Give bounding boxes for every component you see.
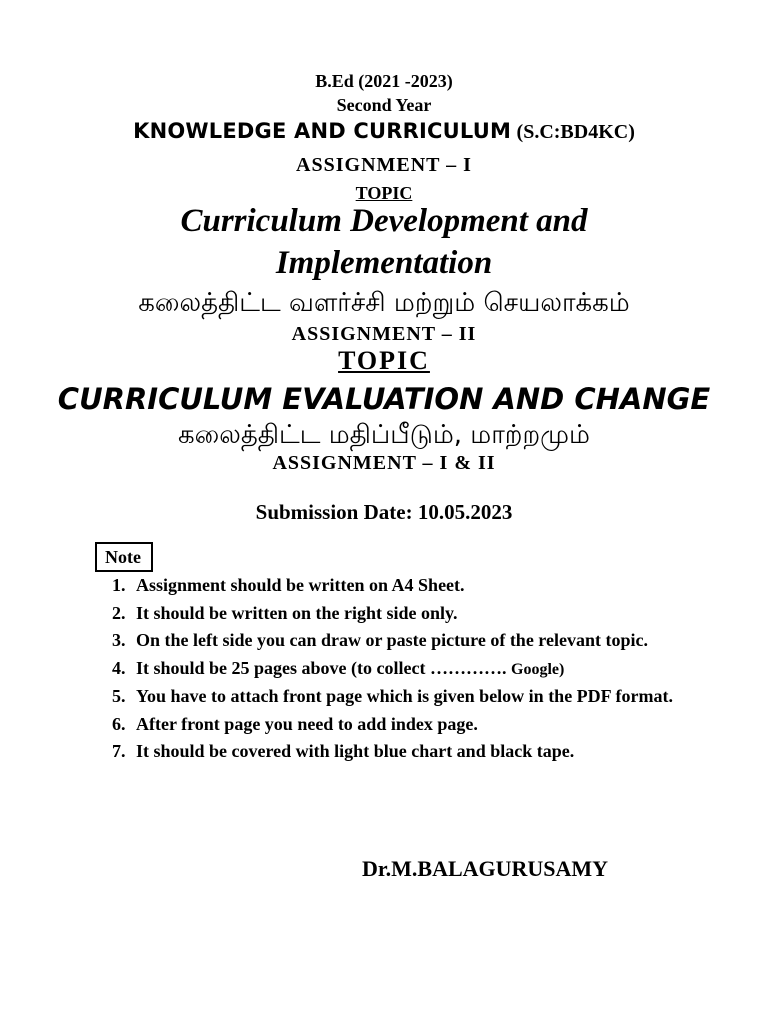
list-item-text: It should be written on the right side only. bbox=[136, 602, 458, 623]
submission-date: Submission Date: 10.05.2023 bbox=[255, 500, 513, 524]
year-line: Second Year bbox=[336, 95, 432, 115]
list-item-text-extra: Google) bbox=[511, 660, 565, 678]
assignment-2-title: CURRICULUM EVALUATION AND CHANGE bbox=[57, 382, 711, 416]
subject-code: (S.C:BD4KC) bbox=[516, 121, 635, 143]
list-item-number: 7. bbox=[112, 741, 126, 761]
list-item-number: 4. bbox=[112, 657, 126, 678]
subject-line bbox=[0, 118, 768, 144]
program-line: B.Ed (2021 -2023) bbox=[315, 71, 453, 91]
assignment-1-title-line2: Implementation bbox=[275, 245, 493, 281]
note-label-box bbox=[95, 542, 153, 572]
list-item-text: After front page you need to add index page. bbox=[136, 713, 478, 734]
assignment-2-label: ASSIGNMENT – II bbox=[291, 323, 477, 345]
list-item bbox=[106, 572, 686, 600]
note-label: Note bbox=[105, 547, 141, 567]
list-item-text: It should be 25 pages above (to collect …………. bbox=[136, 657, 511, 678]
signature-name: Dr.M.BALAGURUSAMY bbox=[362, 856, 609, 881]
list-item-number: 5. bbox=[112, 686, 126, 706]
note-list bbox=[106, 572, 686, 766]
assignment-1-tamil-title: கலைத்திட்ட வளர்ச்சி மற்றும் செயலாக்கம் bbox=[138, 288, 630, 318]
list-item-text: You have to attach front page which is given below in the PDF format. bbox=[136, 686, 673, 706]
list-item bbox=[106, 711, 686, 739]
list-item-number: 3. bbox=[112, 630, 126, 650]
list-item-number: 6. bbox=[112, 713, 126, 734]
assignment-2-topic-label: TOPIC bbox=[338, 346, 430, 375]
combined-assignment-label: ASSIGNMENT – I & II bbox=[272, 452, 496, 474]
assignment-1-label: ASSIGNMENT – I bbox=[296, 154, 472, 176]
assignment-2-tamil-title: கலைத்திட்ட மதிப்பீடும், மாற்றமும் bbox=[178, 420, 590, 450]
subject-title: KNOWLEDGE AND CURRICULUM bbox=[133, 119, 512, 143]
list-item-number: 1. bbox=[112, 575, 126, 595]
list-item bbox=[106, 600, 686, 628]
list-item bbox=[106, 738, 686, 766]
list-item-text: Assignment should be written on A4 Sheet. bbox=[136, 575, 465, 595]
list-item bbox=[106, 627, 686, 655]
list-item bbox=[106, 655, 686, 684]
list-item bbox=[106, 683, 686, 711]
assignment-1-title-line1: Curriculum Development and bbox=[180, 203, 588, 239]
list-item-text: It should be covered with light blue chart and black tape. bbox=[136, 741, 575, 761]
list-item-number: 2. bbox=[112, 602, 126, 623]
list-item-text: On the left side you can draw or paste picture of the relevant topic. bbox=[136, 630, 648, 650]
assignment-1-topic-label: TOPIC bbox=[355, 183, 413, 203]
